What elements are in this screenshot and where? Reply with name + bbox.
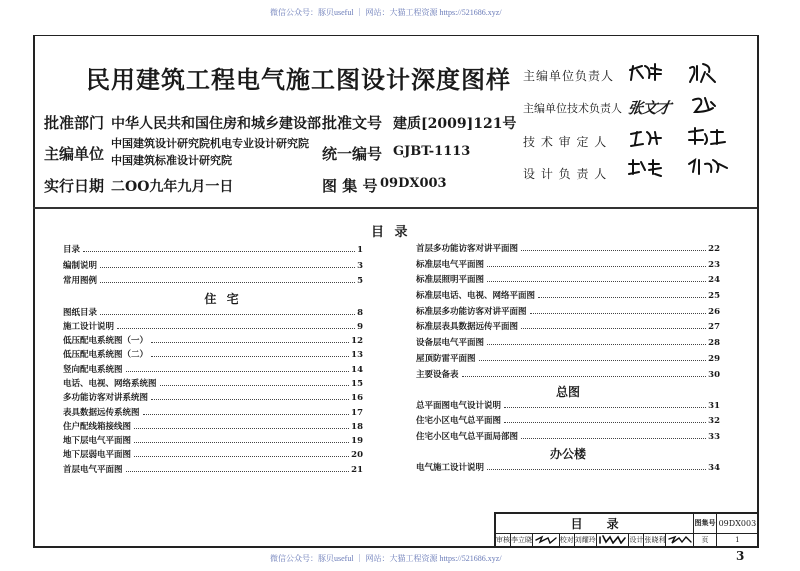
toc-item-title: 总平面图电气设计说明 bbox=[416, 400, 502, 411]
toc-item-page: 21 bbox=[351, 464, 363, 475]
toc-item-title: 屋顶防雷平面图 bbox=[416, 353, 476, 364]
toc-item-page: 14 bbox=[351, 364, 363, 375]
date: 二OO九年九月一日 bbox=[111, 179, 234, 195]
title-block-atlas-label: 图集号 bbox=[694, 514, 716, 533]
sheet-page: 1 bbox=[716, 533, 758, 547]
toc-item-title: 设备层电气平面图 bbox=[416, 338, 485, 349]
checker-signature bbox=[596, 533, 629, 547]
toc-item-title: 标准层多功能访客对讲平面图 bbox=[416, 306, 527, 317]
title-block-atlas: 09DX003 bbox=[716, 514, 758, 533]
toc-item[interactable] bbox=[63, 377, 363, 391]
watermark-top: 微信公众号：豚贝useful ｜ 网站：大猫工程资源 https://521686.xyz/ bbox=[270, 8, 502, 17]
document-title: 民用建筑工程电气施工图设计深度图样 bbox=[86, 66, 511, 94]
review-label: 审核 bbox=[496, 533, 511, 547]
toc-item-title: 施工设计说明 bbox=[63, 321, 115, 332]
toc-item-page: 20 bbox=[351, 450, 363, 461]
toc-item[interactable] bbox=[416, 305, 720, 321]
toc-item-page: 29 bbox=[708, 353, 720, 364]
watermark-bottom: 微信公众号：豚贝useful ｜ 网站：大猫工程资源 https://521686.xyz/ bbox=[270, 554, 502, 563]
toc-item-page: 30 bbox=[708, 369, 720, 380]
design-label: 设计 bbox=[629, 533, 644, 547]
toc-item[interactable] bbox=[63, 274, 363, 290]
toc-item-title: 多功能访客对讲系统图 bbox=[63, 393, 149, 404]
date-label: 实行日期 bbox=[44, 177, 105, 195]
designer-name: 张晓利 bbox=[644, 533, 666, 547]
toc-item[interactable] bbox=[63, 448, 363, 462]
role-chief-editor: 主编单位负责人 bbox=[523, 69, 615, 83]
toc-item[interactable] bbox=[416, 258, 720, 274]
toc-item-page: 15 bbox=[351, 378, 363, 389]
reviewer-name: 李立晓 bbox=[511, 533, 533, 547]
toc-item-title: 常用图例 bbox=[63, 276, 98, 286]
page-number: 3 bbox=[736, 549, 745, 563]
header-divider bbox=[33, 207, 757, 209]
toc-item-page: 19 bbox=[351, 436, 363, 447]
approval-doc: 建质[2009]121号 bbox=[393, 116, 517, 132]
toc-item-title: 主要设备表 bbox=[416, 369, 459, 380]
toc-item-page: 32 bbox=[708, 416, 720, 427]
toc-item[interactable] bbox=[63, 243, 363, 259]
toc-item-title: 标准层照明平面图 bbox=[416, 275, 485, 286]
toc-left-column bbox=[63, 243, 363, 477]
toc-item[interactable] bbox=[416, 352, 720, 368]
toc-item[interactable] bbox=[63, 434, 363, 448]
editor-label: 主编单位 bbox=[44, 145, 105, 163]
toc-item-page: 22 bbox=[708, 244, 720, 254]
toc-item-page: 17 bbox=[351, 407, 363, 418]
toc-item-title: 目录 bbox=[63, 245, 81, 255]
code-label: 统一编号 bbox=[322, 145, 383, 163]
toc-item[interactable] bbox=[416, 289, 720, 305]
toc-item[interactable] bbox=[63, 363, 363, 377]
approval-dept-label: 批准部门 bbox=[44, 114, 105, 132]
toc-item-page: 18 bbox=[351, 421, 363, 432]
toc-item[interactable] bbox=[63, 334, 363, 348]
toc-item-page: 25 bbox=[708, 291, 720, 302]
editor-line2: 中国建筑标准设计研究院 bbox=[111, 154, 232, 167]
toc-item-title: 标准层表具数据远传平面图 bbox=[416, 322, 519, 333]
toc-item-page: 26 bbox=[708, 306, 720, 317]
toc-item[interactable] bbox=[63, 391, 363, 405]
toc-item-page: 1 bbox=[357, 245, 363, 255]
toc-right-column bbox=[416, 242, 720, 476]
toc-item-title: 首层多功能访客对讲平面图 bbox=[416, 244, 519, 254]
toc-item-title: 低压配电系统图（一） bbox=[63, 336, 149, 347]
toc-item[interactable] bbox=[416, 273, 720, 289]
toc-item-title: 标准层电气平面图 bbox=[416, 259, 485, 270]
toc-item-page: 24 bbox=[708, 275, 720, 286]
toc-item[interactable] bbox=[416, 399, 720, 415]
toc-item-page: 23 bbox=[708, 259, 720, 270]
toc-item-title: 住宅小区电气总平面图 bbox=[416, 416, 502, 427]
toc-item-page: 34 bbox=[708, 462, 720, 473]
title-block bbox=[494, 512, 758, 547]
toc-item-title: 首层电气平面图 bbox=[63, 464, 123, 475]
approval-doc-label: 批准文号 bbox=[322, 114, 383, 132]
editor-line1: 中国建筑设计研究院机电专业设计研究院 bbox=[111, 137, 309, 150]
toc-item-page: 5 bbox=[357, 276, 363, 286]
toc-item-page: 33 bbox=[708, 431, 720, 442]
toc-item[interactable] bbox=[63, 348, 363, 362]
toc-item-title: 表具数据远传系统图 bbox=[63, 407, 140, 418]
toc-item[interactable] bbox=[63, 320, 363, 334]
toc-item-page: 12 bbox=[351, 336, 363, 347]
toc-item[interactable] bbox=[416, 336, 720, 352]
page-label: 页 bbox=[694, 533, 716, 547]
toc-section-residential: 住 宅 bbox=[204, 291, 242, 306]
toc-item[interactable] bbox=[416, 461, 720, 477]
toc-item-title: 电话、电视、网络系统图 bbox=[63, 378, 157, 389]
atlas-label: 图 集 号 bbox=[322, 177, 378, 195]
toc-item[interactable] bbox=[416, 368, 720, 384]
checker-name: 刘耀玲 bbox=[574, 533, 596, 547]
toc-item-page: 3 bbox=[357, 260, 363, 271]
toc-item-title: 图纸目录 bbox=[63, 307, 98, 318]
role-chief-tech: 主编单位技术负责人 bbox=[523, 102, 622, 115]
toc-heading: 目 录 bbox=[371, 225, 411, 240]
role-tech-approver: 技 术 审 定 人 bbox=[523, 135, 608, 149]
toc-item[interactable] bbox=[63, 463, 363, 477]
toc-item-page: 8 bbox=[357, 307, 363, 318]
toc-item-page: 13 bbox=[351, 350, 363, 361]
toc-item[interactable] bbox=[63, 406, 363, 420]
toc-item-title: 编制说明 bbox=[63, 260, 98, 271]
reviewer-signature bbox=[533, 533, 560, 547]
toc-item[interactable] bbox=[416, 430, 720, 446]
toc-item-page: 31 bbox=[708, 400, 720, 411]
toc-item-title: 地下层电气平面图 bbox=[63, 436, 132, 447]
code: GJBT-1113 bbox=[393, 144, 471, 159]
designer-signature bbox=[666, 533, 694, 547]
toc-item[interactable] bbox=[63, 420, 363, 434]
approval-dept: 中华人民共和国住房和城乡建设部 bbox=[111, 116, 321, 132]
toc-item[interactable] bbox=[416, 414, 720, 430]
role-design-lead: 设 计 负 责 人 bbox=[523, 167, 608, 181]
toc-item-title: 住宅小区电气总平面局部图 bbox=[416, 431, 519, 442]
toc-item-title: 住户配线箱接线图 bbox=[63, 421, 132, 432]
toc-item-title: 电气施工设计说明 bbox=[416, 462, 485, 473]
toc-item-title: 低压配电系统图（二） bbox=[63, 350, 149, 361]
signature-chief-tech-1: 张文才 bbox=[626, 99, 672, 117]
toc-item[interactable] bbox=[416, 242, 720, 258]
atlas-number: 09DX003 bbox=[380, 176, 447, 191]
toc-section-site-plan: 总图 bbox=[555, 385, 580, 400]
title-block-name: 目 录 bbox=[496, 514, 694, 533]
toc-item-title: 竖向配电系统图 bbox=[63, 364, 123, 375]
toc-item-page: 9 bbox=[357, 321, 363, 332]
toc-item[interactable] bbox=[63, 259, 363, 275]
signatures bbox=[625, 60, 745, 190]
toc-item-page: 28 bbox=[708, 338, 720, 349]
toc-item[interactable] bbox=[416, 320, 720, 336]
toc-section-office: 办公楼 bbox=[549, 447, 586, 462]
toc-item[interactable] bbox=[63, 306, 363, 320]
toc-item-title: 地下层弱电平面图 bbox=[63, 450, 132, 461]
toc-item-title: 标准层电话、电视、网络平面图 bbox=[416, 291, 536, 302]
toc-item-page: 16 bbox=[351, 393, 363, 404]
toc-item-page: 27 bbox=[708, 322, 720, 333]
check-label: 校对 bbox=[559, 533, 574, 547]
